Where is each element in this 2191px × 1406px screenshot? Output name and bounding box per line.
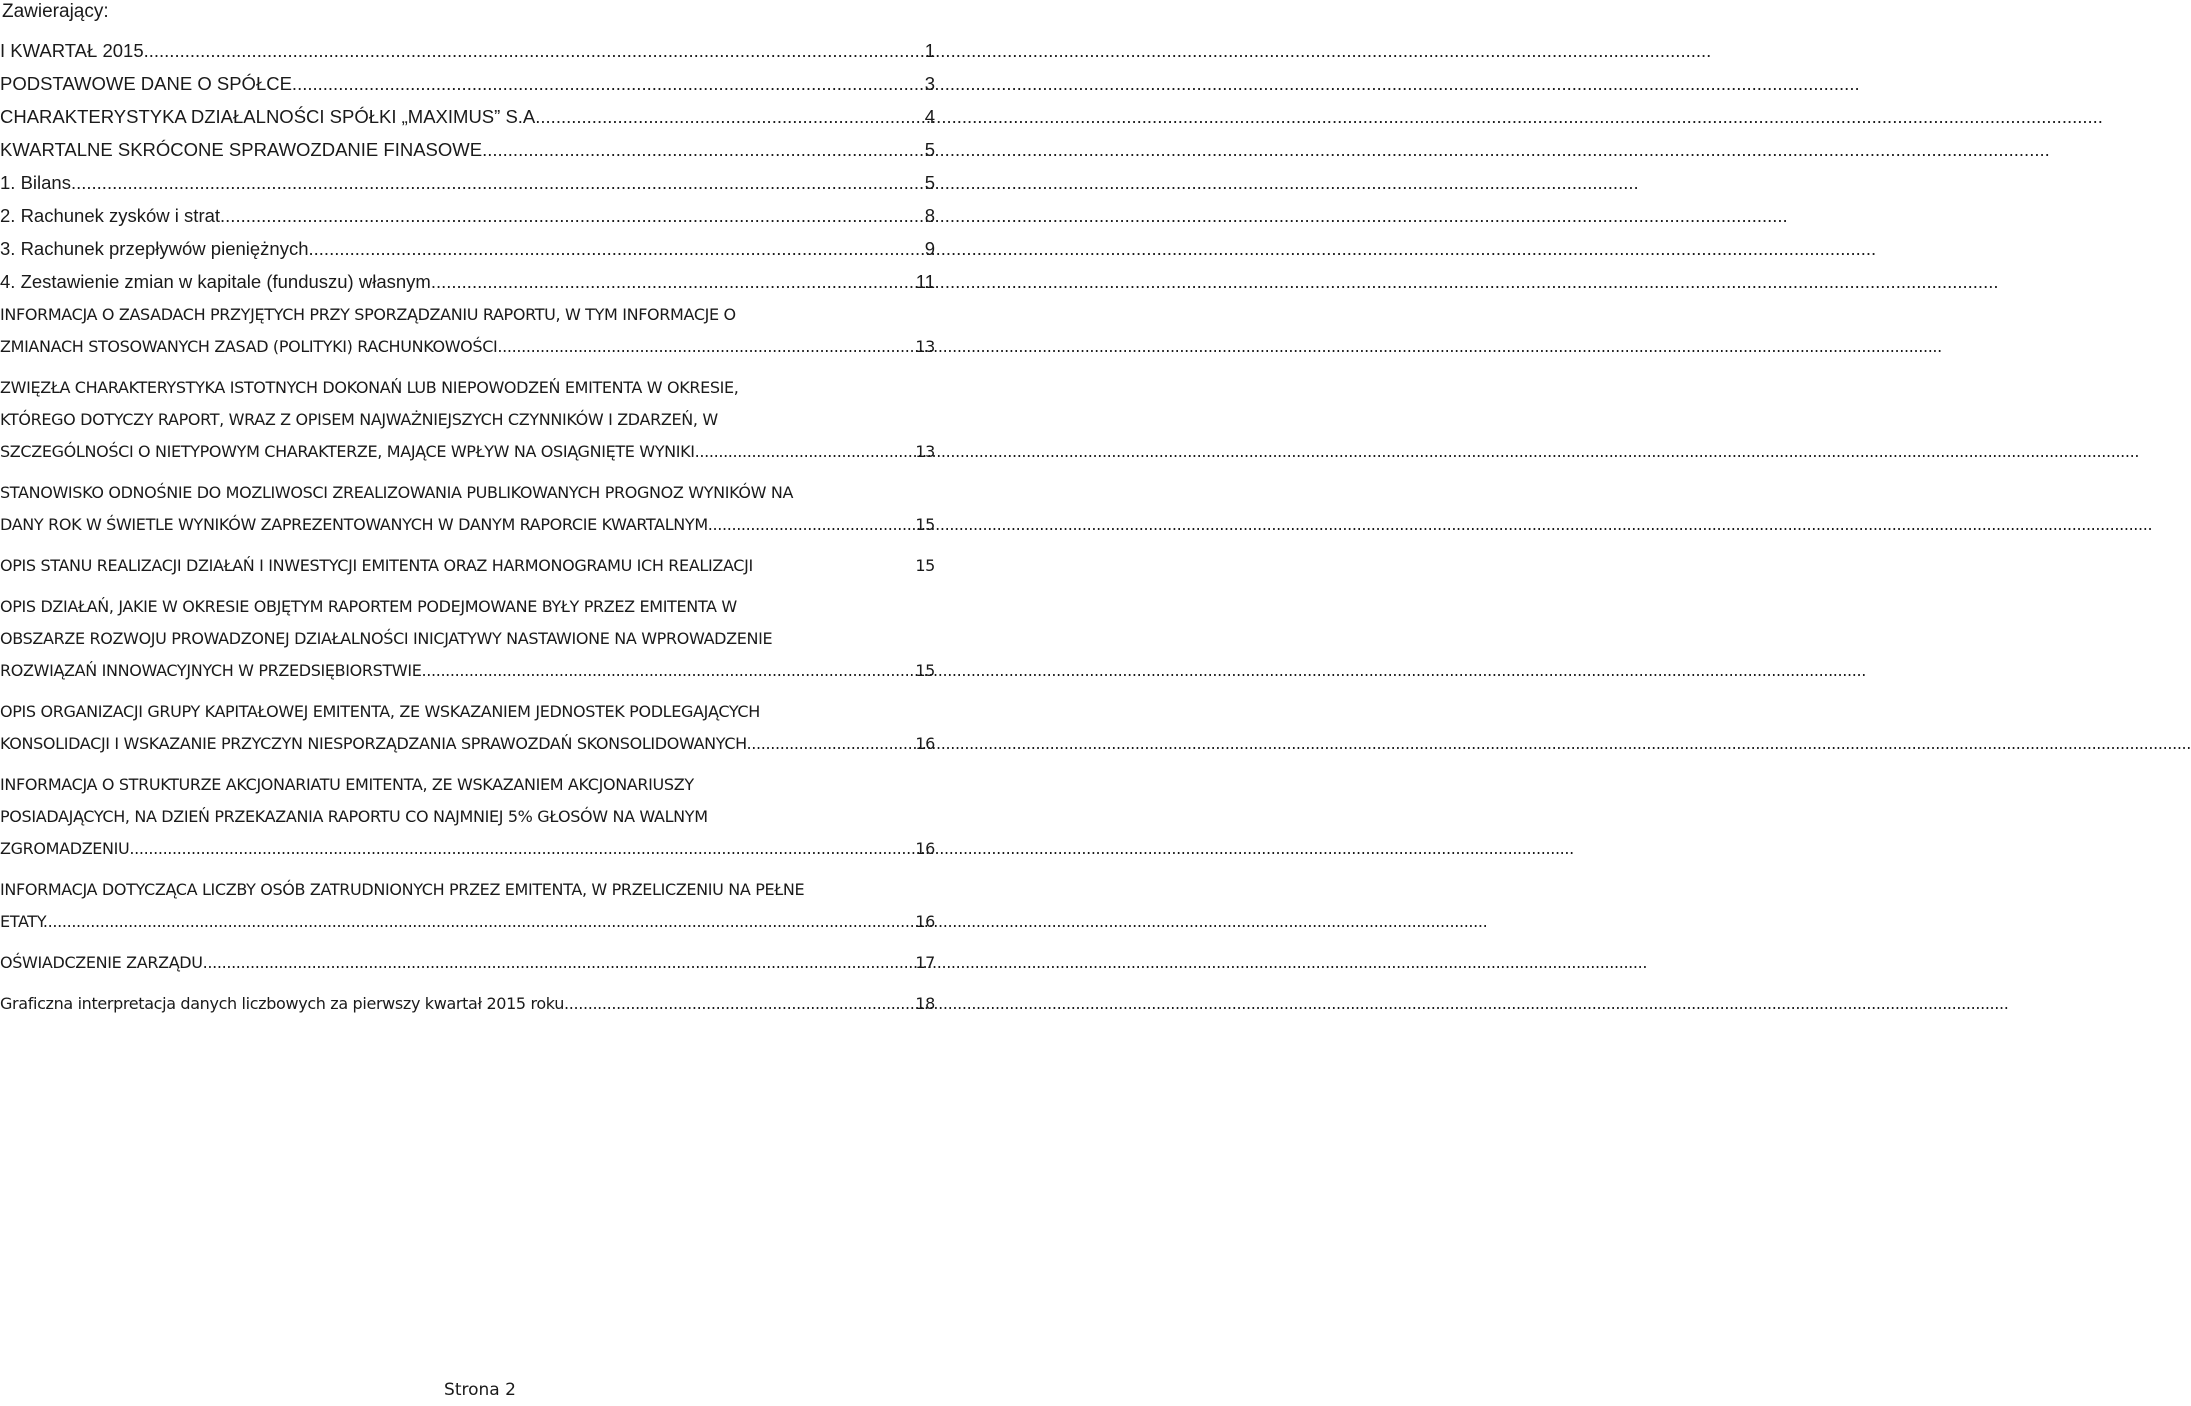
- toc-entry[interactable]: [0, 233, 935, 265]
- dot-leader: [713, 509, 916, 541]
- dot-leader: [207, 947, 915, 979]
- toc-entry-title: OPIS STANU REALIZACJI DZIAŁAŃ I INWESTYCJI EMITENTA ORAZ HARMONOGRAMU ICH REALIZACJI: [0, 556, 753, 575]
- toc-page-number: 9: [924, 238, 935, 259]
- toc-entry-title: OBSZARZE ROZWOJU PROWADZONEJ DZIAŁALNOŚCI INICJATYWY NASTAWIONE NA WPROWADZENIE: [0, 629, 773, 648]
- toc-page-number: 16: [915, 912, 935, 931]
- dot-leader: [225, 200, 925, 232]
- dot-leader: [48, 906, 916, 938]
- toc-page-number: 3: [924, 73, 935, 94]
- toc-page-number: 8: [924, 205, 935, 226]
- toc-entry-line: [0, 477, 935, 509]
- toc-entry-title: POSIADAJĄCYCH, NA DZIEŃ PRZEKAZANIA RAPORTU CO NAJMNIEJ 5% GŁOSÓW NA WALNYM: [0, 807, 708, 826]
- dot-leader: [699, 436, 915, 468]
- toc-entry[interactable]: [0, 477, 935, 541]
- dot-leader: [487, 134, 924, 166]
- toc-entry-line: [0, 35, 935, 67]
- toc-entry-line: [0, 906, 935, 938]
- toc-entry-title: OPIS DZIAŁAŃ, JAKIE W OKRESIE OBJĘTYM RAPORTEM PODEJMOWANE BYŁY PRZEZ EMITENTA W: [0, 597, 737, 616]
- toc-entry[interactable]: [0, 769, 935, 865]
- toc-entry-title: KONSOLIDACJI I WSKAZANIE PRZYCZYN NIESPORZĄDZANIA SPRAWOZDAŃ SKONSOLIDOWANYCH.: [0, 734, 752, 753]
- toc-entry[interactable]: [0, 167, 935, 199]
- toc-entry-title: SZCZEGÓLNOŚCI O NIETYPOWYM CHARAKTERZE, MAJĄCE WPŁYW NA OSIĄGNIĘTE WYNIKI.: [0, 442, 700, 461]
- toc-page-number: 18: [915, 994, 935, 1013]
- dot-leader: [569, 988, 916, 1020]
- toc-page-number: 5: [924, 172, 935, 193]
- dot-leader: [314, 233, 925, 265]
- toc-entry-title: OPIS ORGANIZACJI GRUPY KAPITAŁOWEJ EMITENTA, ZE WSKAZANIEM JEDNOSTEK PODLEGAJĄCYCH: [0, 702, 760, 721]
- dot-leader: [149, 35, 925, 67]
- toc-entry-line: [0, 801, 935, 833]
- toc-page-number: 16: [915, 734, 935, 753]
- toc-entry-title: 3. Rachunek przepływów pieniężnych.: [0, 238, 314, 259]
- toc-page-number: 13: [915, 442, 935, 461]
- toc-entry-title: ZGROMADZENIU.: [0, 839, 135, 858]
- toc-entry[interactable]: [0, 134, 935, 166]
- toc-entry-line: [0, 509, 935, 541]
- toc-entry-line: [0, 947, 935, 979]
- toc-entry-line: [0, 436, 935, 468]
- toc-entry-line: [0, 696, 935, 728]
- toc-entry-title: ETATY.: [0, 912, 48, 931]
- toc-entry-line: [0, 404, 935, 436]
- toc-entry-title: INFORMACJA O STRUKTURZE AKCJONARIATU EMITENTA, ZE WSKAZANIEM AKCJONARIUSZY: [0, 775, 694, 794]
- toc-entry-line: [0, 372, 935, 404]
- toc-entry-line: [0, 623, 935, 655]
- toc-entry-line: [0, 833, 935, 865]
- toc-entry-line: [0, 655, 935, 687]
- document-page: [0, 0, 960, 1406]
- toc-entry[interactable]: [0, 696, 935, 760]
- toc-entry-title: 4. Zestawienie zmian w kapitale (funduszu) własnym.: [0, 271, 436, 292]
- dot-leader: [76, 167, 925, 199]
- toc-entry-title: OŚWIADCZENIE ZARZĄDU.: [0, 953, 208, 972]
- toc-entry-title: KWARTALNE SKRÓCONE SPRAWOZDANIE FINASOWE.: [0, 139, 488, 160]
- toc-entry-line: [0, 233, 935, 265]
- toc-entry[interactable]: [0, 550, 935, 582]
- dot-leader: [502, 331, 915, 363]
- toc-entry[interactable]: [0, 591, 935, 687]
- toc-entry-title: INFORMACJA O ZASADACH PRZYJĘTYCH PRZY SPORZĄDZANIU RAPORTU, W TYM INFORMACJE O: [0, 305, 736, 324]
- toc-entry-line: [0, 550, 935, 582]
- toc-entry-title: 1. Bilans.: [0, 172, 77, 193]
- toc-entry-line: [0, 266, 935, 298]
- toc-entry-line: [0, 591, 935, 623]
- toc-entry-line: [0, 874, 935, 906]
- toc-entry[interactable]: [0, 947, 935, 979]
- toc-entry-title: 2. Rachunek zysków i strat.: [0, 205, 226, 226]
- toc-entry-line: [0, 101, 935, 133]
- toc-entry-title: CHARAKTERYSTYKA DZIAŁALNOŚCI SPÓŁKI „MAXIMUS” S.A.: [0, 106, 541, 127]
- toc-entry-line: [0, 728, 935, 760]
- toc-entry[interactable]: [0, 200, 935, 232]
- toc-page-number: 15: [915, 556, 935, 575]
- dot-leader: [134, 833, 915, 865]
- toc-entry-title: INFORMACJA DOTYCZĄCA LICZBY OSÓB ZATRUDNIONYCH PRZEZ EMITENTA, W PRZELICZENIU NA PEŁNE: [0, 880, 805, 899]
- dot-leader: [540, 101, 924, 133]
- toc-page-number: 1: [924, 40, 935, 61]
- toc-page-number: 11: [915, 271, 935, 292]
- toc-entry-line: [0, 200, 935, 232]
- toc-page-number: 5: [924, 139, 935, 160]
- toc-entry-line: [0, 331, 935, 363]
- toc-entry[interactable]: [0, 266, 935, 298]
- toc-entry[interactable]: [0, 68, 935, 100]
- toc-entry[interactable]: [0, 299, 935, 363]
- toc-entry-line: [0, 68, 935, 100]
- dot-leader: [436, 266, 916, 298]
- toc-page-number: 4: [924, 106, 935, 127]
- toc-heading: Zawierający:: [2, 1, 109, 22]
- dot-leader: [751, 728, 915, 760]
- toc-entry-line: [0, 988, 935, 1020]
- toc-entry-line: [0, 769, 935, 801]
- dot-leader: [426, 655, 915, 687]
- toc-entry[interactable]: [0, 874, 935, 938]
- toc-page-number: 17: [915, 953, 935, 972]
- toc-page-number: 13: [915, 337, 935, 356]
- toc-entry[interactable]: [0, 372, 935, 468]
- toc-entry-title: KTÓREGO DOTYCZY RAPORT, WRAZ Z OPISEM NAJWAŻNIEJSZYCH CZYNNIKÓW I ZDARZEŃ, W: [0, 410, 718, 429]
- toc-entry-title: Graficzna interpretacja danych liczbowych za pierwszy kwartał 2015 roku.: [0, 994, 569, 1013]
- toc-page-number: 15: [915, 515, 935, 534]
- table-of-contents: [0, 35, 935, 1020]
- toc-page-number: 16: [915, 839, 935, 858]
- toc-entry-title: DANY ROK W ŚWIETLE WYNIKÓW ZAPREZENTOWANYCH W DANYM RAPORCIE KWARTALNYM.: [0, 515, 713, 534]
- dot-leader: [297, 68, 925, 100]
- toc-entry-line: [0, 167, 935, 199]
- toc-entry-line: [0, 134, 935, 166]
- toc-entry-title: STANOWISKO ODNOŚNIE DO MOZLIWOSCI ZREALIZOWANIA PUBLIKOWANYCH PROGNOZ WYNIKÓW NA: [0, 483, 794, 502]
- toc-entry-title: ROZWIĄZAŃ INNOWACYJNYCH W PRZEDSIĘBIORSTWIE.: [0, 661, 427, 680]
- toc-entry-title: ZMIANACH STOSOWANYCH ZASAD (POLITYKI) RACHUNKOWOŚCI.: [0, 337, 503, 356]
- toc-entry[interactable]: [0, 101, 935, 133]
- toc-entry-title: ZWIĘZŁA CHARAKTERYSTYKA ISTOTNYCH DOKONAŃ LUB NIEPOWODZEŃ EMITENTA W OKRESIE,: [0, 378, 739, 397]
- toc-entry-line: [0, 299, 935, 331]
- toc-entry-title: I KWARTAŁ 2015.: [0, 40, 149, 61]
- toc-page-number: 15: [915, 661, 935, 680]
- toc-entry[interactable]: [0, 988, 935, 1020]
- toc-entry[interactable]: [0, 35, 935, 67]
- page-footer: Strona 2: [444, 1380, 516, 1400]
- toc-entry-title: PODSTAWOWE DANE O SPÓŁCE.: [0, 73, 298, 94]
